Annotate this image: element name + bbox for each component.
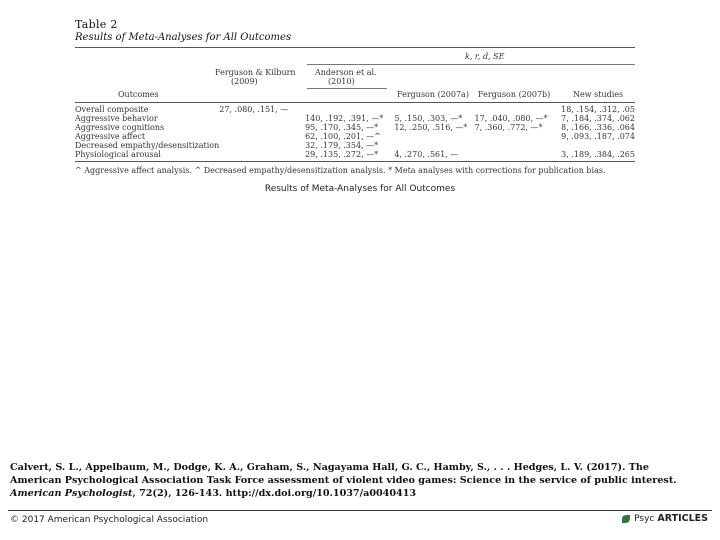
cell-fk <box>219 123 305 132</box>
col-header-ferguson-2007a: Ferguson (2007a) <box>397 90 469 99</box>
cell-ns: 7, .184, .374, .062 <box>561 114 635 123</box>
table-figure <box>75 18 635 175</box>
cell-outcome: Aggressive cognitions <box>75 123 165 132</box>
col-header-anderson-1: Anderson et al. <box>315 68 377 77</box>
leaf-icon <box>621 514 631 524</box>
figure-caption: Results of Meta-Analyses for All Outcomes <box>264 184 456 194</box>
copyright: © 2017 American Psychological Association <box>10 515 209 525</box>
col-header-fk-2: (2009) <box>231 77 258 86</box>
footer-divider <box>8 510 712 511</box>
table-row <box>75 150 635 159</box>
table-row <box>75 141 635 150</box>
cell-f07b <box>475 150 562 159</box>
cell-ns: 18, .154, .312, .05 <box>561 105 635 114</box>
cell-fk <box>219 150 305 159</box>
citation-rest: , 72(2), 126-143. http://dx.doi.org/10.1037/a0040413 <box>132 488 417 499</box>
bottom-rule <box>75 161 635 162</box>
cell-f07a: 12, .250, .516, —* <box>394 123 468 132</box>
table-row <box>75 114 635 123</box>
table-row <box>75 105 635 114</box>
citation <box>10 461 700 500</box>
cell-anderson: 29, .135, .272, —* <box>305 150 379 159</box>
cell-anderson: 140, .192, .391, —* <box>305 114 384 123</box>
header-rule <box>75 102 635 103</box>
spanner-rule <box>307 64 635 65</box>
psycarticles-logo <box>621 513 708 524</box>
cell-f07b <box>475 141 562 150</box>
cell-ns: 9, .093, .187, .074 <box>561 132 635 141</box>
cell-outcome: Physiological arousal <box>75 150 161 159</box>
col-header-fk-1: Ferguson & Kilburn <box>215 68 296 77</box>
table-row <box>75 123 635 132</box>
results-table <box>75 105 635 159</box>
table-title: Results of Meta-Analyses for All Outcomes <box>75 32 292 43</box>
cell-anderson: 95, .170, .345, —* <box>305 123 379 132</box>
col-header-ferguson-2007b: Ferguson (2007b) <box>478 90 551 99</box>
table-row <box>75 132 635 141</box>
table-note: ^ Aggressive affect analysis. ^ Decreased empathy/desensitization analysis. * Meta analyses with corrections for publication bias. <box>75 166 606 175</box>
col-header-new-studies: New studies <box>573 90 624 99</box>
cell-outcome: Aggressive behavior <box>75 114 158 123</box>
anderson-rule <box>307 88 387 89</box>
cell-ns <box>561 141 635 150</box>
brand-main: ARTICLES <box>657 513 708 524</box>
cell-fk <box>219 141 305 150</box>
cell-f07a <box>394 132 474 141</box>
cell-f07a <box>394 141 474 150</box>
table-number: Table 2 <box>75 18 118 31</box>
cell-anderson <box>305 105 394 114</box>
cell-outcome: Aggressive affect <box>75 132 146 141</box>
cell-f07b: 7, .360, .772, —* <box>474 123 543 132</box>
cell-anderson: 32, .179, .354, —* <box>305 141 379 150</box>
cell-outcome: Overall composite <box>75 105 149 114</box>
cell-anderson: 62, .100, .201, —^ <box>305 132 381 141</box>
brand-prefix: Psyc <box>634 513 655 524</box>
cell-fk: 27, .080, .151, — <box>219 105 289 114</box>
cell-f07b <box>475 105 562 114</box>
cell-f07a <box>394 105 474 114</box>
spanner-header: k, r, d, SE <box>465 52 505 61</box>
cell-f07a: 5, .150, .303, —* <box>394 114 463 123</box>
table-header <box>75 48 635 102</box>
cell-f07b <box>475 132 562 141</box>
cell-ns: 3, .189, .384, .265 <box>561 150 635 159</box>
cell-outcome: Decreased empathy/desensitization <box>75 141 220 150</box>
col-header-outcomes: Outcomes <box>118 90 159 99</box>
cell-f07a: 4, .270, .561, — <box>394 150 459 159</box>
col-header-anderson-2: (2010) <box>328 77 355 86</box>
citation-journal: American Psychologist <box>10 488 133 499</box>
cell-fk <box>219 114 305 123</box>
cell-fk <box>219 132 305 141</box>
citation-text: Calvert, S. L., Appelbaum, M., Dodge, K. A., Graham, S., Nagayama Hall, G. C., Hamby, S., . . . Hedges, L. V. (2017). The American Psychological Association Task Force assessment of violent video games: Science in the service of public interest. <box>10 462 677 486</box>
cell-ns: 8, .166, .336, .064 <box>561 123 635 132</box>
cell-f07b: 17, .040, .080, —* <box>474 114 548 123</box>
